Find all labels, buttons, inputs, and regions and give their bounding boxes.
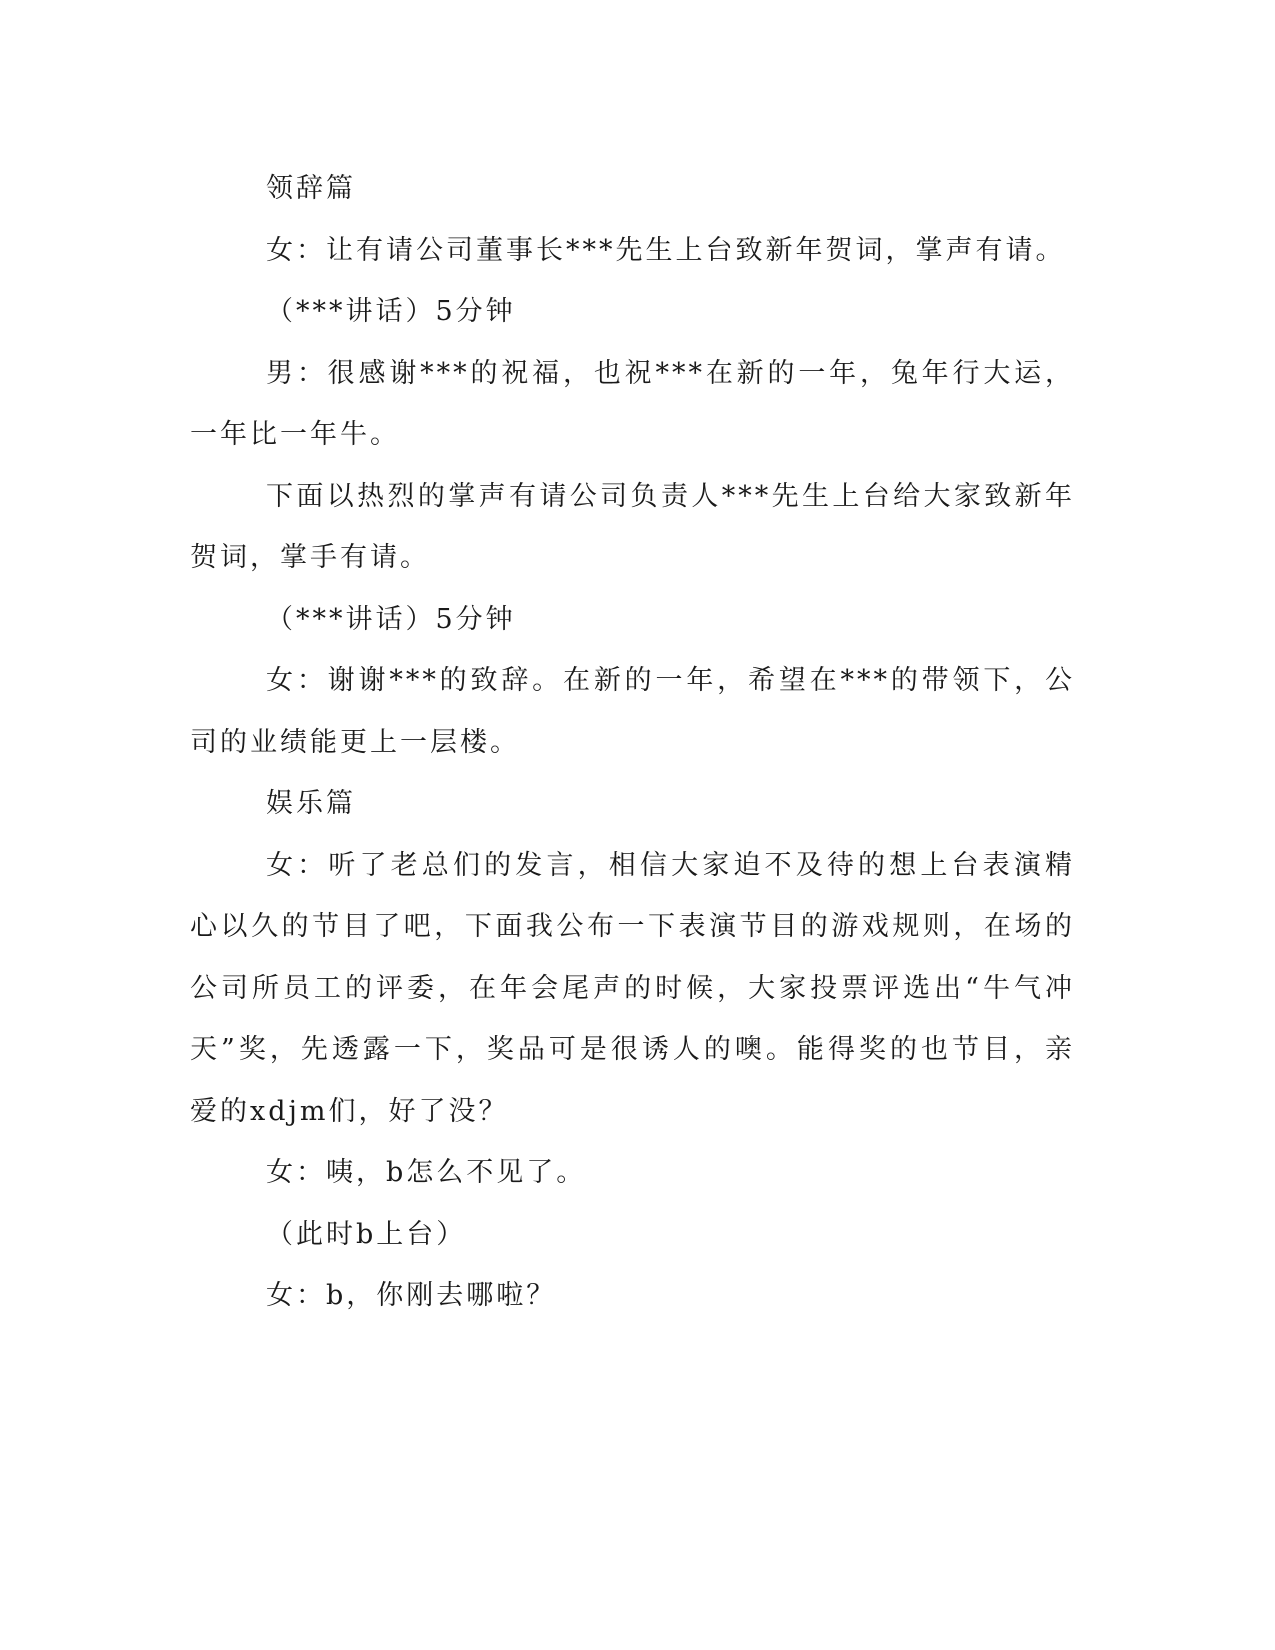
stage-direction: （***讲话）5分钟 <box>266 296 516 327</box>
paragraph: 女：让有请公司董事长***先生上台致新年贺词，掌声有请。 <box>266 234 1066 266</box>
stage-direction: （此时b上台） <box>266 1218 467 1250</box>
document-body <box>190 158 1075 1327</box>
section-heading-entertainment: 娱乐篇 <box>266 788 356 819</box>
paragraph: 女：谢谢***的致辞。在新的一年，希望在***的带领下，公司的业绩能更上一层楼。 <box>190 665 1075 758</box>
paragraph: 女：咦，b怎么不见了。 <box>266 1157 587 1188</box>
paragraph: 下面以热烈的掌声有请公司负责人***先生上台给大家致新年贺词，掌手有请。 <box>190 480 1075 573</box>
paragraph: 女：b，你刚去哪啦？ <box>266 1280 557 1311</box>
paragraph: 男：很感谢***的祝福，也祝***在新的一年，兔年行大运，一年比一年牛。 <box>190 357 1075 450</box>
stage-direction: （***讲话）5分钟 <box>266 603 516 635</box>
section-heading-speeches: 领辞篇 <box>266 173 356 204</box>
paragraph: 女：听了老总们的发言，相信大家迫不及待的想上台表演精心以久的节目了吧，下面我公布一下表演节目的游戏规则，在场的公司所员工的评委，在年会尾声的时候，大家投票评选出“牛气冲天”奖，先透露一下，奖品可是很诱人的噢。能得奖的也节目，亲爱的xdjm们，好了没？ <box>190 849 1075 1127</box>
